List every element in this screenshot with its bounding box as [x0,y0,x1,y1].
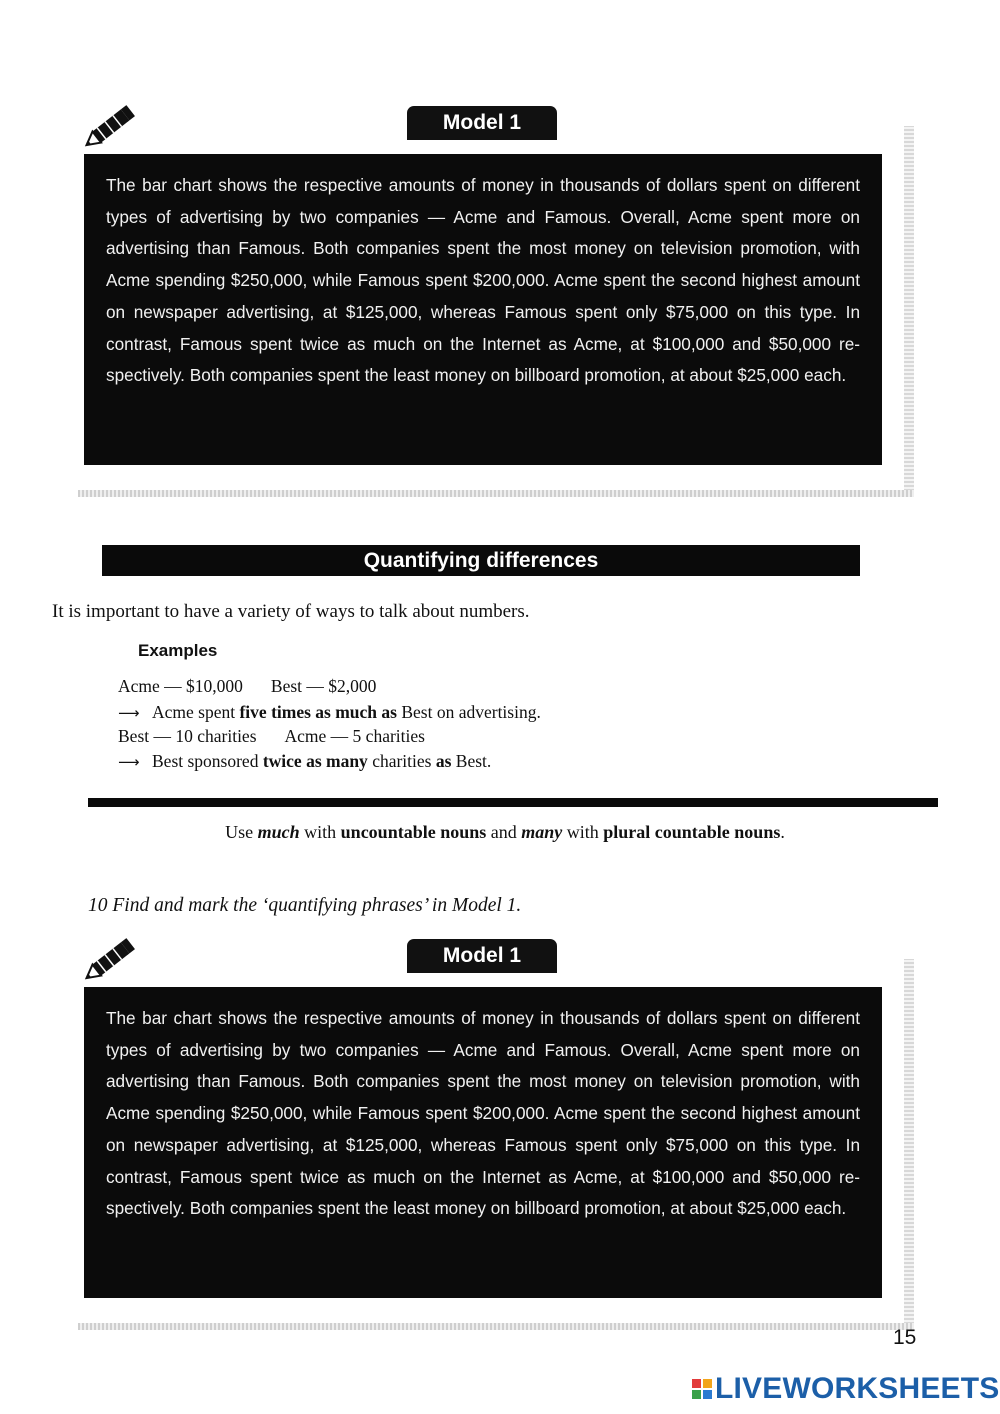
model-tab-label: Model 1 [407,939,557,973]
arrow-icon: ⟶ [118,753,140,771]
pencil-icon [80,100,140,156]
logo-icon [692,1379,712,1399]
examples-title: Examples [138,641,218,660]
model-text: The bar chart shows the respective amounts of money in thousands of dollars spent on different types of advertising by two companies — Acme and Famous. Overall, Acme spent more on advertising than Famous. Both companies spent the most money on television promotion, with Acme spending $250,000, while Famous spent $200,000. Acme spent the second highest amount on newspaper advertising, at $125,000, whereas Famous spent only $75,000 on this type. In contrast, Famous spent twice as much on the Internet as Acme, at $100,000 and $50,000 re-spectively. Both companies spent the least money on billboard promotion, at about $25,000 each. [84,154,882,465]
arrow-icon: ⟶ [118,704,140,722]
intro-text: It is important to have a variety of ways to talk about numbers. [52,601,530,622]
box-shadow [904,126,914,491]
model-text: The bar chart shows the respective amounts of money in thousands of dollars spent on different types of advertising by two companies — Acme and Famous. Overall, Acme spent more on advertising than Famous. Both companies spent the most money on television promotion, with Acme spending $250,000, while Famous spent $200,000. Acme spent the second highest amount on newspaper advertising, at $125,000, whereas Famous spent only $75,000 on this type. In contrast, Famous spent twice as much on the Internet as Acme, at $100,000 and $50,000 re-spectively. Both companies spent the least money on billboard promotion, at about $25,000 each. [84,987,882,1298]
example-data-line: Best — 10 charities Acme — 5 charities [118,726,425,746]
brand-name: LIVEWORKSHEETS [715,1372,1000,1405]
model-tab-label: Model 1 [407,106,557,140]
exercise-instruction: 10 Find and mark the ‘quantifying phrases’ in Model 1. [88,895,522,916]
pencil-icon [80,933,140,989]
box-shadow [78,1323,914,1330]
section-heading: Quantifying differences [102,545,860,576]
usage-note: Use much with uncountable nouns and many with plural countable nouns. [225,822,785,842]
example-sentence: ⟶ Acme spent five times as much as Best on advertising. [118,702,541,722]
model-box-bottom [78,939,918,1331]
divider [88,798,938,807]
page-number: 15 [893,1326,917,1349]
example-sentence: ⟶ Best sponsored twice as many charities as Best. [118,751,492,771]
box-shadow [904,959,914,1324]
box-shadow [78,490,914,497]
example-data-line: Acme — $10,000 Best — $2,000 [118,676,377,696]
model-box-top [78,106,918,498]
liveworksheets-logo [692,1372,1000,1406]
